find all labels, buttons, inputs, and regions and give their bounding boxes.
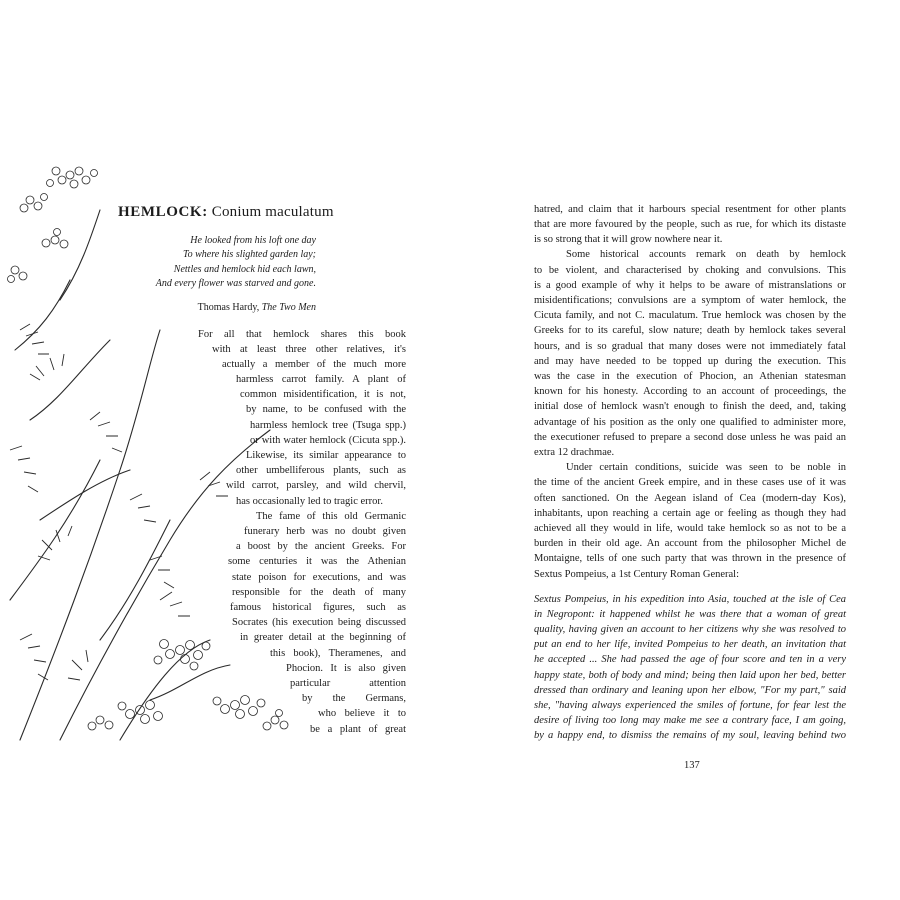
quote-line: she, "having always experienced the smiles of fortune, for fear lest the: [534, 700, 846, 711]
epigraph-attribution: [150, 302, 316, 313]
body-line: advantage of his position as the only one qualified to administer more,: [534, 417, 846, 428]
body-line: hatred, and claim that it harbours special resentment for other plants: [534, 204, 846, 215]
body-line: be a plant of great: [310, 724, 406, 735]
entry-title-latin-name: Conium maculatum: [211, 204, 334, 220]
body-line: that are more favoured by the people, such as rue, for which its distaste: [534, 219, 846, 230]
body-line: a boost by the ancient Greeks. For: [236, 541, 406, 552]
body-line: other umbelliferous plants, such as: [236, 465, 406, 476]
body-line: Phocion. It is also given: [286, 663, 406, 674]
body-line: misidentifications; convulsions are a symptom of water hemlock, the: [534, 295, 846, 306]
body-line: initial dose of hemlock wasn't enough to finish the deed, and, taking: [534, 401, 846, 412]
body-line: in greater detail at the beginning of: [240, 632, 406, 643]
body-line: famous historical figures, such as: [230, 602, 406, 613]
body-line: has occasionally led to tragic error.: [236, 496, 383, 507]
body-line: funerary herb was no doubt given: [244, 526, 406, 537]
body-line: common misidentification, it is not,: [240, 389, 406, 400]
quote-line: by a happy end, to dismiss the remains of my soul, leaving behind two: [534, 730, 846, 741]
body-line: Likewise, its similar appearance to: [246, 450, 406, 461]
quote-line: put an end to her life, invited Pompeius to her death, an invitation that: [534, 639, 846, 650]
epigraph-poem: [130, 234, 316, 292]
body-line: this book), Theramenes, and: [270, 648, 406, 659]
body-line: and may have needed to be topped up during the execution. This: [534, 356, 846, 367]
attribution-work: The Two Men: [261, 302, 316, 313]
page-number: 137: [684, 760, 700, 771]
body-line: Greeks for to its careful, slow nature; death by hemlock takes several: [534, 325, 846, 336]
body-line: the executioner refused to prepare a second dose unless he was paid an: [534, 432, 846, 443]
body-line: harmless hemlock tree (Tsuga spp.): [250, 420, 406, 431]
body-line: by name, to be confused with the: [246, 404, 406, 415]
body-line: is a good example of why it helps to be aware of mistranslations or: [534, 280, 846, 291]
body-line: often sanctioned. On the Aegean island of Cea (modern-day Kos),: [534, 493, 846, 504]
body-line: was the case in the execution of Phocion, an Athenian statesman: [534, 371, 846, 382]
body-line: burden in their old age. An account from the philosopher Michel de: [534, 538, 846, 549]
body-line: particular attention: [290, 678, 406, 689]
body-line: achieved all they would in life, would take hemlock so as not to be a: [534, 523, 846, 534]
quote-line: dressed than ordinary and leaning upon her elbow, "For my part," said: [534, 685, 846, 696]
attribution-author: Thomas Hardy,: [197, 302, 260, 313]
body-line: or with water hemlock (Cicuta spp.).: [250, 435, 406, 446]
body-line: The fame of this old Germanic: [256, 511, 406, 522]
body-line: state poison for executions, and was: [232, 572, 406, 583]
poem-line: And every flower was starved and gone.: [155, 278, 316, 290]
body-line: wild carrot, parsley, and wild chervil,: [226, 480, 406, 491]
body-line: inhabitants, upon reaching a certain age or feeling as though they had: [534, 508, 846, 519]
body-line: some centuries it was the Athenian: [228, 556, 406, 567]
poem-line: To where his slighted garden lay;: [182, 249, 316, 261]
quote-line: he accepted ... She had passed the age of four score and ten in a very: [534, 654, 846, 665]
body-line: Under certain conditions, suicide was seen to be noble in: [566, 462, 846, 473]
body-line: Montaigne, tells of one such party that was thrown in the presence of: [534, 553, 846, 564]
body-line: who believe it to: [318, 708, 406, 719]
body-line: actually a member of the much more: [222, 359, 406, 370]
body-line: to be violent, and characterised by choking and convulsions. This: [534, 265, 846, 276]
entry-title-common-name: HEMLOCK:: [118, 204, 208, 220]
quote-line: desire of living too long may make me see a contrary face, I am going,: [534, 715, 846, 726]
body-line: known for his honesty. According to an account of proceedings, the: [534, 386, 846, 397]
body-line: hours, and is so gradual that many doses were not immediately fatal: [534, 341, 846, 352]
quote-line: quality, having given an account to her citizens why she was resolved to: [534, 624, 846, 635]
body-line: extra 12 drachmae.: [534, 447, 615, 458]
poem-line: Nettles and hemlock hid each lawn,: [173, 263, 316, 275]
body-line: For all that hemlock shares this book: [198, 329, 406, 340]
entry-title: [118, 204, 334, 221]
body-line: with at least three other relatives, it's: [212, 344, 406, 355]
body-line: is so strong that it will grow nowhere near it.: [534, 234, 723, 245]
body-line: Some historical accounts remark on death by hemlock: [566, 249, 846, 260]
body-line: the time of the ancient Greek empire, and in these cases use of it was: [534, 477, 846, 488]
quote-line: in Negropont: it happened whilst he was there that a woman of great: [534, 609, 846, 620]
body-line: Socrates (his execution being discussed: [232, 617, 406, 628]
poem-line: He looked from his loft one day: [190, 235, 316, 246]
body-line: responsible for the death of many: [232, 587, 406, 598]
quote-line: Sextus Pompeius, in his expedition into Asia, touched at the isle of Cea: [534, 594, 846, 605]
quote-line: happy state, both of body and mind; being then laid upon her bed, better: [534, 670, 846, 681]
body-line: by the Germans,: [302, 693, 406, 704]
body-line: harmless carrot family. A plant of: [236, 374, 406, 385]
body-line: Cicuta family, and not C. maculatum. True hemlock was chosen by the: [534, 310, 846, 321]
body-line: Sextus Pompeius, a 1st Century Roman General:: [534, 569, 740, 580]
right-page: [450, 0, 900, 900]
